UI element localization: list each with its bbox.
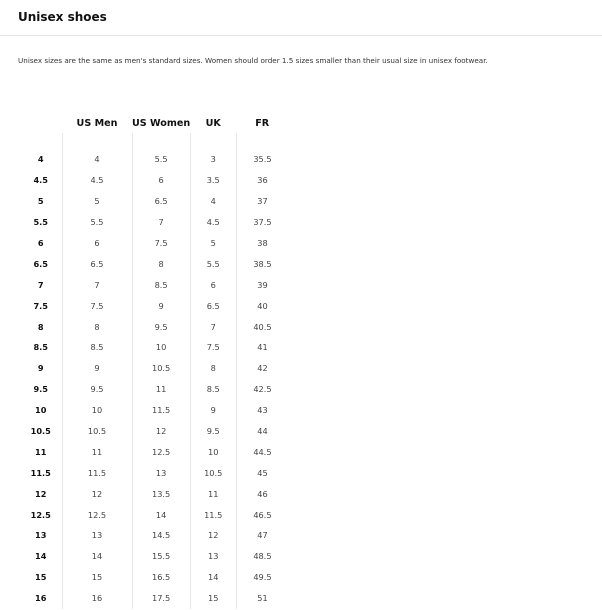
cell-us-men: 7.5 xyxy=(62,295,132,316)
cell-size: 12 xyxy=(35,488,47,499)
size-chart-table xyxy=(20,113,288,609)
sizing-note: Unisex sizes are the same as men's standard sizes. Women should order 1.5 sizes smaller than their usual size in unisex footwear. xyxy=(18,56,488,65)
cell-us-women: 10 xyxy=(132,337,190,358)
cell-uk: 3 xyxy=(190,149,236,170)
cell-us-men: 5 xyxy=(62,191,132,212)
cell-size: 6 xyxy=(37,238,44,248)
table-row xyxy=(20,546,288,567)
cell-us-men: 5.5 xyxy=(62,212,132,233)
cell-uk: 10 xyxy=(190,441,236,462)
cell-uk: 4 xyxy=(190,191,236,212)
cell-us-women: 8 xyxy=(132,253,190,274)
cell-us-men: 16 xyxy=(62,588,132,609)
column-header-size xyxy=(20,113,62,133)
cell-us-women: 9 xyxy=(132,295,190,316)
cell-size: 10 xyxy=(35,405,47,416)
cell-us-women: 16.5 xyxy=(132,567,190,588)
header-divider xyxy=(0,35,602,36)
cell-size: 4.5 xyxy=(33,175,48,186)
cell-us-women: 17.5 xyxy=(132,588,190,609)
cell-fr: 51 xyxy=(236,588,288,609)
table-row xyxy=(20,253,288,274)
cell-uk: 8 xyxy=(190,358,236,379)
table-row xyxy=(20,170,288,191)
cell-uk: 15 xyxy=(190,588,236,609)
header-spacer xyxy=(20,133,288,149)
table-row xyxy=(20,525,288,546)
cell-us-women: 9.5 xyxy=(132,316,190,337)
cell-us-men: 13 xyxy=(62,525,132,546)
table-row xyxy=(20,421,288,442)
cell-size: 13 xyxy=(35,530,47,541)
cell-uk: 5.5 xyxy=(190,253,236,274)
cell-uk: 4.5 xyxy=(190,212,236,233)
cell-us-men: 6 xyxy=(62,233,132,254)
cell-size: 5.5 xyxy=(33,217,48,228)
cell-us-women: 11.5 xyxy=(132,400,190,421)
table-header-row xyxy=(20,113,288,133)
cell-us-men: 11 xyxy=(62,441,132,462)
cell-us-men: 9 xyxy=(62,358,132,379)
cell-fr: 38 xyxy=(236,233,288,254)
cell-fr: 41 xyxy=(236,337,288,358)
table-row xyxy=(20,441,288,462)
cell-fr: 40.5 xyxy=(236,316,288,337)
cell-uk: 5 xyxy=(190,233,236,254)
cell-us-men: 9.5 xyxy=(62,379,132,400)
cell-uk: 3.5 xyxy=(190,170,236,191)
cell-us-men: 4 xyxy=(62,149,132,170)
page-title: Unisex shoes xyxy=(18,10,107,24)
cell-size: 7 xyxy=(37,279,44,290)
cell-us-women: 14.5 xyxy=(132,525,190,546)
cell-us-women: 12 xyxy=(132,421,190,442)
table-row xyxy=(20,191,288,212)
table-row xyxy=(20,483,288,504)
cell-size: 8.5 xyxy=(33,342,48,353)
table-row xyxy=(20,316,288,337)
table-row xyxy=(20,462,288,483)
cell-uk: 7 xyxy=(190,316,236,337)
cell-us-women: 7 xyxy=(132,212,190,233)
cell-fr: 42 xyxy=(236,358,288,379)
cell-uk: 10.5 xyxy=(190,462,236,483)
cell-fr: 42.5 xyxy=(236,379,288,400)
cell-uk: 9 xyxy=(190,400,236,421)
cell-fr: 44.5 xyxy=(236,441,288,462)
column-header-fr: FR xyxy=(255,117,270,129)
cell-us-men: 14 xyxy=(62,546,132,567)
cell-size: 12.5 xyxy=(30,509,51,520)
table-row xyxy=(20,337,288,358)
cell-us-men: 4.5 xyxy=(62,170,132,191)
cell-uk: 12 xyxy=(190,525,236,546)
cell-us-women: 13 xyxy=(132,462,190,483)
cell-uk: 11 xyxy=(190,483,236,504)
cell-us-men: 10.5 xyxy=(62,421,132,442)
column-header-uk: UK xyxy=(205,117,221,129)
cell-uk: 9.5 xyxy=(190,421,236,442)
cell-us-men: 15 xyxy=(62,567,132,588)
table-row xyxy=(20,212,288,233)
table-row xyxy=(20,567,288,588)
cell-fr: 37.5 xyxy=(236,212,288,233)
cell-us-women: 13.5 xyxy=(132,483,190,504)
cell-fr: 36 xyxy=(236,170,288,191)
cell-us-women: 7.5 xyxy=(132,233,190,254)
cell-size: 11 xyxy=(35,446,47,457)
cell-size: 9 xyxy=(37,363,44,374)
cell-fr: 40 xyxy=(236,295,288,316)
table-row xyxy=(20,588,288,609)
table-row xyxy=(20,379,288,400)
cell-size: 16 xyxy=(35,593,47,604)
cell-fr: 48.5 xyxy=(236,546,288,567)
cell-fr: 39 xyxy=(236,274,288,295)
cell-us-women: 10.5 xyxy=(132,358,190,379)
cell-fr: 46 xyxy=(236,483,288,504)
size-rows xyxy=(20,149,288,609)
cell-fr: 46.5 xyxy=(236,504,288,525)
table-row xyxy=(20,358,288,379)
cell-size: 7.5 xyxy=(33,300,48,311)
cell-fr: 49.5 xyxy=(236,567,288,588)
cell-size: 14 xyxy=(35,551,47,562)
cell-us-men: 10 xyxy=(62,400,132,421)
cell-us-women: 5.5 xyxy=(132,149,190,170)
cell-size: 8 xyxy=(37,321,44,332)
cell-us-men: 12.5 xyxy=(62,504,132,525)
cell-us-women: 6.5 xyxy=(132,191,190,212)
cell-us-men: 7 xyxy=(62,274,132,295)
cell-us-women: 6 xyxy=(132,170,190,191)
column-header-us-women: US Women xyxy=(132,117,191,129)
cell-us-men: 8 xyxy=(62,316,132,337)
cell-us-women: 15.5 xyxy=(132,546,190,567)
cell-fr: 35.5 xyxy=(236,149,288,170)
cell-us-men: 6.5 xyxy=(62,253,132,274)
cell-fr: 45 xyxy=(236,462,288,483)
cell-uk: 7.5 xyxy=(190,337,236,358)
cell-fr: 47 xyxy=(236,525,288,546)
cell-fr: 44 xyxy=(236,421,288,442)
cell-size: 11.5 xyxy=(30,467,51,478)
cell-size: 4 xyxy=(37,154,44,165)
cell-fr: 43 xyxy=(236,400,288,421)
cell-us-women: 11 xyxy=(132,379,190,400)
table-row xyxy=(20,274,288,295)
cell-size: 6.5 xyxy=(33,258,48,269)
cell-fr: 37 xyxy=(236,191,288,212)
cell-uk: 6.5 xyxy=(190,295,236,316)
cell-uk: 14 xyxy=(190,567,236,588)
cell-us-men: 8.5 xyxy=(62,337,132,358)
table-row xyxy=(20,504,288,525)
cell-size: 15 xyxy=(35,572,47,583)
cell-uk: 11.5 xyxy=(190,504,236,525)
table-row xyxy=(20,400,288,421)
cell-uk: 8.5 xyxy=(190,379,236,400)
table-row xyxy=(20,149,288,170)
cell-size: 9.5 xyxy=(33,384,48,395)
column-header-us-men: US Men xyxy=(76,117,118,129)
cell-us-women: 8.5 xyxy=(132,274,190,295)
table-row xyxy=(20,295,288,316)
cell-size: 10.5 xyxy=(30,426,51,437)
cell-uk: 13 xyxy=(190,546,236,567)
table-row xyxy=(20,233,288,254)
cell-fr: 38.5 xyxy=(236,253,288,274)
cell-us-men: 11.5 xyxy=(62,462,132,483)
cell-us-women: 12.5 xyxy=(132,441,190,462)
cell-uk: 6 xyxy=(190,274,236,295)
cell-size: 5 xyxy=(37,196,44,207)
cell-us-women: 14 xyxy=(132,504,190,525)
cell-us-men: 12 xyxy=(62,483,132,504)
